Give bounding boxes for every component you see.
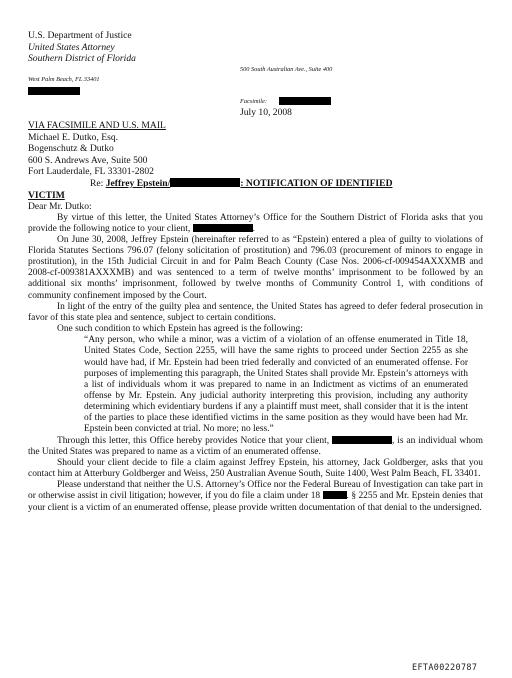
paragraph-text: . § 2255 and Mr. Epstein denies that your client is a victim of an enumerated offense, please provide written documentation of that denial to the undersigned.: [28, 491, 483, 513]
paragraph: In light of the entry of the guilty plea and sentence, the United States has agreed to defer federal prosecution in favor of this state plea and sentence, subject to certain conditions.: [28, 301, 483, 323]
letterhead-dept: U.S. Department of Justice: [28, 30, 132, 41]
redaction-block: [170, 178, 240, 187]
subject-line: [90, 178, 393, 189]
subject-title: : NOTIFICATION OF IDENTIFIED: [240, 178, 393, 189]
paragraph: [28, 480, 483, 513]
letterhead-district: Southern District of Florida: [28, 53, 136, 64]
paragraph-text: By virtue of this letter, the United States Attorney’s Office for the Southern District of Florida asks that you provide the following notice to your client,: [28, 212, 483, 234]
paragraph: One such condition to which Epstein has agreed is the following:: [57, 324, 303, 335]
redaction-block: [323, 491, 347, 499]
redaction-block: [332, 436, 392, 444]
paragraph: [28, 213, 483, 235]
paragraph: On June 30, 2008, Jeffrey Epstein (hereinafter referred to as “Epstein) entered a plea of guilty to violations of Florida Statutes Sections 796.07 (felony solicitation of prostitution) and 796.03 (procurement of minors to engage in prostitution), in the 15th Judicial Circuit in and for Palm Beach County (Case Nos. 2006-cf-009454AXXXMB and 2008-cf-009381AXXXMB) and was sentenced to a term of twelve months’ imprisonment to be followed by an additional six months’ imprisonment, followed by twelve months of Community Control 1, with conditions of community confinement imposed by the Court.: [28, 234, 483, 301]
delivery-method: VIA FACSIMILE AND U.S. MAIL: [28, 120, 166, 131]
letter-body: [28, 213, 483, 514]
recipient-name: Michael E. Dutko, Esq.: [28, 131, 119, 143]
recipient-street: 600 S. Andrews Ave, Suite 500: [28, 154, 148, 166]
redaction-block: [193, 224, 253, 232]
paragraph-text: , is an individual whom the United States was prepared to name as a victim of an enumerated offense.: [28, 435, 483, 457]
document-id: EFTA00220787: [412, 662, 478, 672]
quoted-condition: “Any person, who while a minor, was a victim of a violation of an offense enumerated in Title 18, United States Code, Section 2255, will have the same rights to proceed under Section 2255 as she would have had, if Mr. Epstein had been tried federally and convicted of an enumerated offense. For purposes of implementing this paragraph, the United States shall provide Mr. Epstein’s attorneys with a list of individuals whom it was prepared to name in an Indictment as victims of an enumerated offense by Mr. Epstein. Any judicial authority interpreting this provision, including any authority determining which evidentiary burdens if any a plaintiff must meet, shall consider that it is the intent of the parties to place these identified victims in the same position as they would have been had Mr. Epstein been convicted at trial. No more; no less.”: [84, 335, 468, 435]
letterhead-office: United States Attorney: [28, 41, 115, 53]
recipient-city: Fort Lauderdale, FL 33301-2802: [28, 166, 154, 177]
letterhead-street: 500 South Australian Ave., Suite 400: [240, 66, 333, 73]
letterhead-city: West Palm Beach, FL 33401: [28, 76, 100, 83]
paragraph: Should your client decide to file a claim against Jeffrey Epstein, his attorney, Jack Goldberger, asks that you contact him at Atterbury Goldberger and Weiss, 250 Australian Avenue South, Suite 1400, West Palm Beach, FL 33401.: [28, 457, 483, 480]
recipient-firm: Bogenschutz & Dutko: [28, 143, 114, 154]
subject-line-2: VICTIM: [28, 189, 65, 201]
paragraph: [28, 436, 483, 458]
subject-name: Jeffrey Epstein/: [105, 178, 171, 189]
paragraph-text: .: [252, 223, 255, 234]
paragraph-text: Please understand that neither the U.S. Attorney’s Office nor the Federal Bureau of Investigation can take part in or otherwise assist in civil litigation; however, if you do file a claim under 18: [28, 480, 483, 502]
paragraph-text: Through this letter, this Office hereby provides Notice that your client,: [57, 435, 332, 446]
redaction-block: [28, 87, 80, 95]
letter-date: July 10, 2008: [240, 107, 292, 118]
subject-prefix: Re:: [90, 178, 106, 189]
salutation: Dear Mr. Dutko:: [28, 201, 92, 212]
redaction-block: [279, 97, 331, 105]
facsimile-label: Facsimile:: [240, 98, 267, 105]
